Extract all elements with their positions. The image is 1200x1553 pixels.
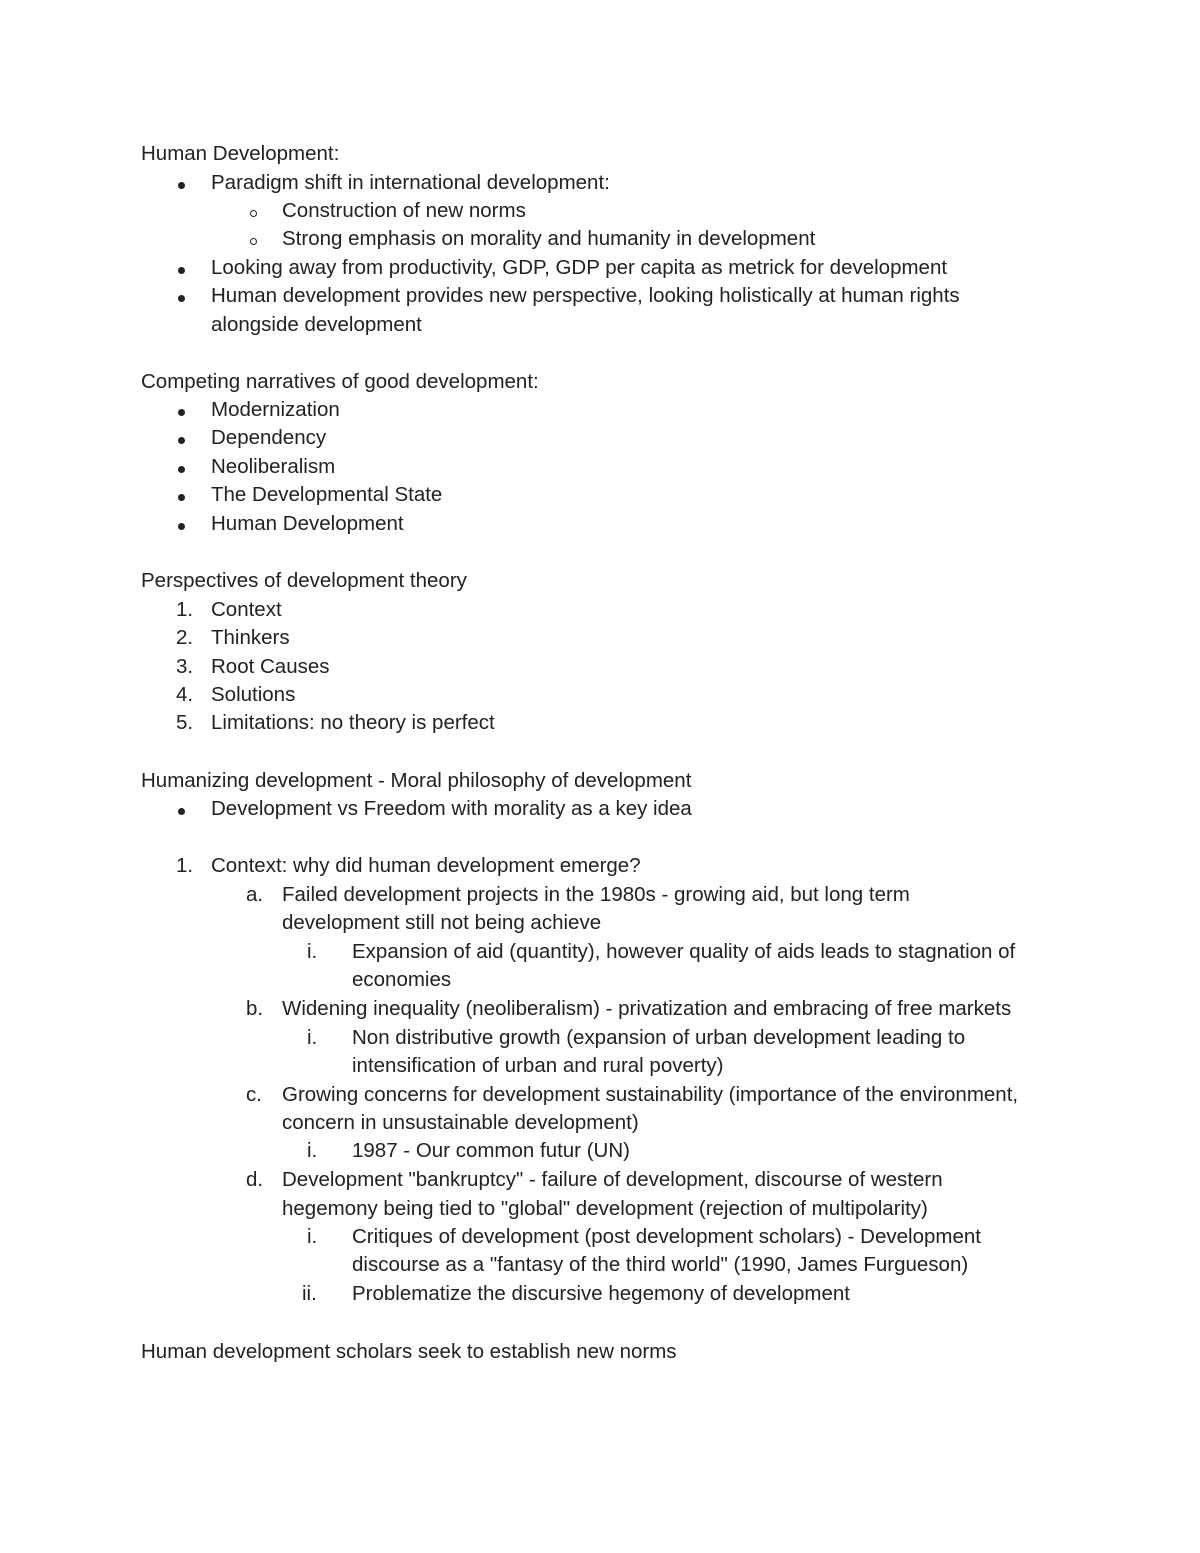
list-item-a-cont: development still not being achieve [282, 911, 602, 934]
list-item: Dependency [211, 426, 327, 449]
list-item-d-ii: Problematize the discursive hegemony of development [352, 1282, 850, 1305]
list-item-d-cont: hegemony being tied to "global" development (rejection of multipolarity) [282, 1197, 928, 1220]
bullet-dot [178, 523, 185, 530]
list-item: Human Development [211, 512, 404, 535]
list-item-c-cont: concern in unsustainable development) [282, 1111, 639, 1134]
list-item-context: Context: why did human development emerge? [211, 854, 641, 877]
list-item-a-i: Expansion of aid (quantity), however quality of aids leads to stagnation of [352, 940, 1016, 963]
list-item-a: Failed development projects in the 1980s - growing aid, but long term [282, 883, 910, 906]
list-roman: ii. [302, 1282, 317, 1305]
list-item-d: Development "bankruptcy" - failure of development, discourse of western [282, 1168, 943, 1191]
list-item: Limitations: no theory is perfect [211, 711, 495, 734]
bullet-circle [250, 238, 257, 245]
bullet-looking-away: Looking away from productivity, GDP, GDP per capita as metrick for development [211, 256, 948, 279]
bullet-human-dev-perspective: Human development provides new perspective, looking holistically at human rights [211, 284, 960, 307]
list-item-b: Widening inequality (neoliberalism) - privatization and embracing of free markets [282, 997, 1012, 1020]
list-roman: i. [307, 1026, 318, 1049]
list-roman: i. [307, 1139, 318, 1162]
list-number: 2. [176, 626, 194, 649]
sub-bullet-morality: Strong emphasis on morality and humanity in development [282, 227, 816, 250]
bullet-development-vs-freedom: Development vs Freedom with morality as a key idea [211, 797, 692, 820]
section-heading-competing-narratives: Competing narratives of good development: [141, 370, 539, 393]
section-heading-perspectives: Perspectives of development theory [141, 569, 467, 592]
section-heading-human-development: Human Development: [141, 142, 340, 165]
bullet-dot [178, 494, 185, 501]
list-item: Thinkers [211, 626, 290, 649]
list-item-c: Growing concerns for development sustainability (importance of the environment, [282, 1083, 1019, 1106]
section-heading-humanizing-development: Humanizing development - Moral philosophy of development [141, 769, 692, 792]
sub-bullet-new-norms: Construction of new norms [282, 199, 526, 222]
bullet-dot [178, 409, 185, 416]
bullet-dot [178, 808, 185, 815]
list-letter: d. [246, 1168, 264, 1191]
bullet-dot [178, 295, 185, 302]
list-item-d-i: Critiques of development (post development scholars) - Development [352, 1225, 981, 1248]
list-number: 4. [176, 683, 194, 706]
list-item: The Developmental State [211, 483, 443, 506]
bullet-dot [178, 182, 185, 189]
list-letter: c. [246, 1083, 262, 1106]
list-item: Root Causes [211, 655, 330, 678]
bullet-paradigm-shift: Paradigm shift in international development: [211, 171, 610, 194]
bullet-circle [250, 210, 257, 217]
list-item: Context [211, 598, 282, 621]
bullet-human-dev-perspective-cont: alongside development [211, 313, 422, 336]
list-number: 3. [176, 655, 194, 678]
bullet-dot [178, 466, 185, 473]
bullet-dot [178, 267, 185, 274]
list-item-c-i: 1987 - Our common futur (UN) [352, 1139, 630, 1162]
list-item-b-i: Non distributive growth (expansion of urban development leading to [352, 1026, 966, 1049]
list-number: 1. [176, 598, 194, 621]
list-item-b-i-cont: intensification of urban and rural poverty) [352, 1054, 724, 1077]
list-letter: a. [246, 883, 264, 906]
list-number: 1. [176, 854, 194, 877]
section-heading-scholars-norms: Human development scholars seek to establish new norms [141, 1340, 677, 1363]
list-roman: i. [307, 1225, 318, 1248]
list-number: 5. [176, 711, 194, 734]
list-item-d-i-cont: discourse as a "fantasy of the third world" (1990, James Furgueson) [352, 1253, 969, 1276]
bullet-dot [178, 437, 185, 444]
list-item-a-i-cont: economies [352, 968, 452, 991]
list-item: Neoliberalism [211, 455, 336, 478]
list-roman: i. [307, 940, 318, 963]
list-letter: b. [246, 997, 264, 1020]
list-item: Modernization [211, 398, 340, 421]
list-item: Solutions [211, 683, 296, 706]
